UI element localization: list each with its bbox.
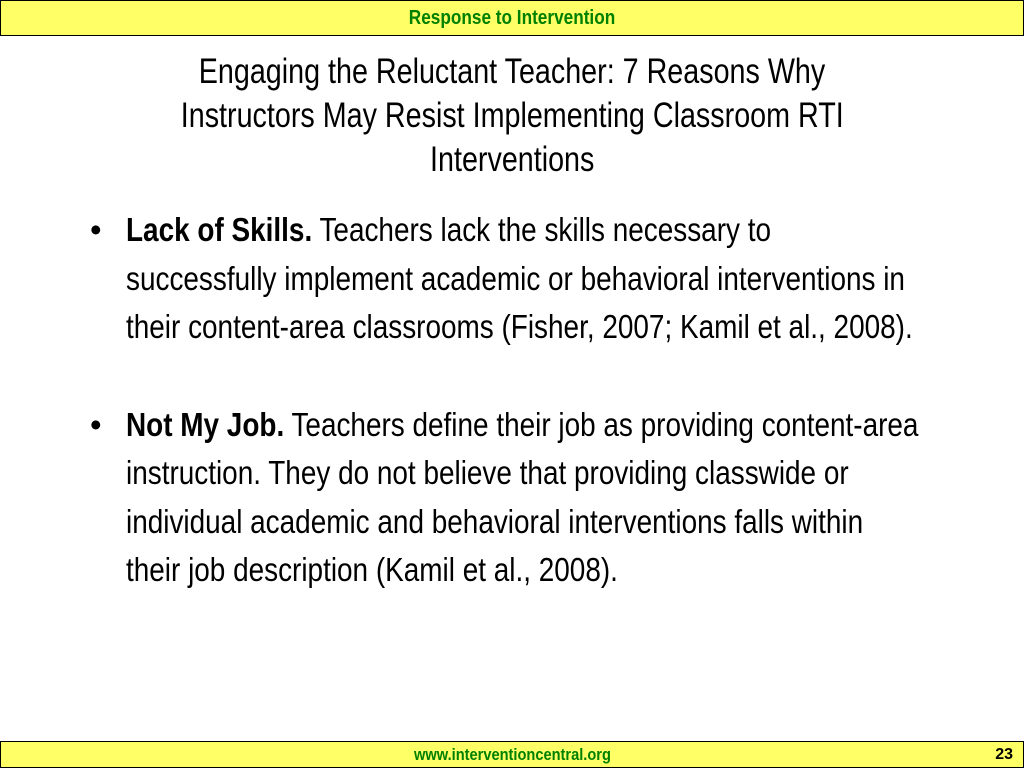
bullet-text — [126, 401, 921, 595]
bullet-marker: • — [90, 211, 102, 248]
bullet-body: Teachers define their job as providing content-area instruction. They do not believe that providing classwide or individual academic and behavioral interventions falls within their job description (Kamil et al., 2008). — [126, 405, 919, 588]
slide-title-line: Interventions — [429, 140, 595, 179]
header-bar — [0, 0, 1024, 36]
page-number: 23 — [995, 746, 1013, 763]
slide-title-line: Engaging the Reluctant Teacher: 7 Reasons Why — [198, 52, 826, 91]
bullet-item — [84, 206, 964, 352]
bullet-body: Teachers lack the skills necessary to successfully implement academic or behavioral interventions in their content-area classrooms (Fisher, 2007; Kamil et al., 2008). — [126, 211, 913, 345]
footer-bar — [0, 741, 1024, 768]
footer-url — [1, 745, 1023, 765]
header-title: Response to Intervention — [408, 6, 616, 29]
slide-title-line: Instructors May Resist Implementing Classroom RTI — [180, 96, 844, 135]
bullet-marker: • — [90, 405, 102, 443]
bullet-lead: Not My Job. — [126, 405, 285, 443]
slide-title — [40, 50, 984, 182]
bullet-lead: Lack of Skills. — [126, 211, 313, 248]
bullet-item — [84, 401, 964, 595]
bullet-text — [126, 206, 921, 352]
bullet-list — [84, 206, 964, 595]
footer-url-text: www.interventioncentral.org — [413, 745, 611, 764]
